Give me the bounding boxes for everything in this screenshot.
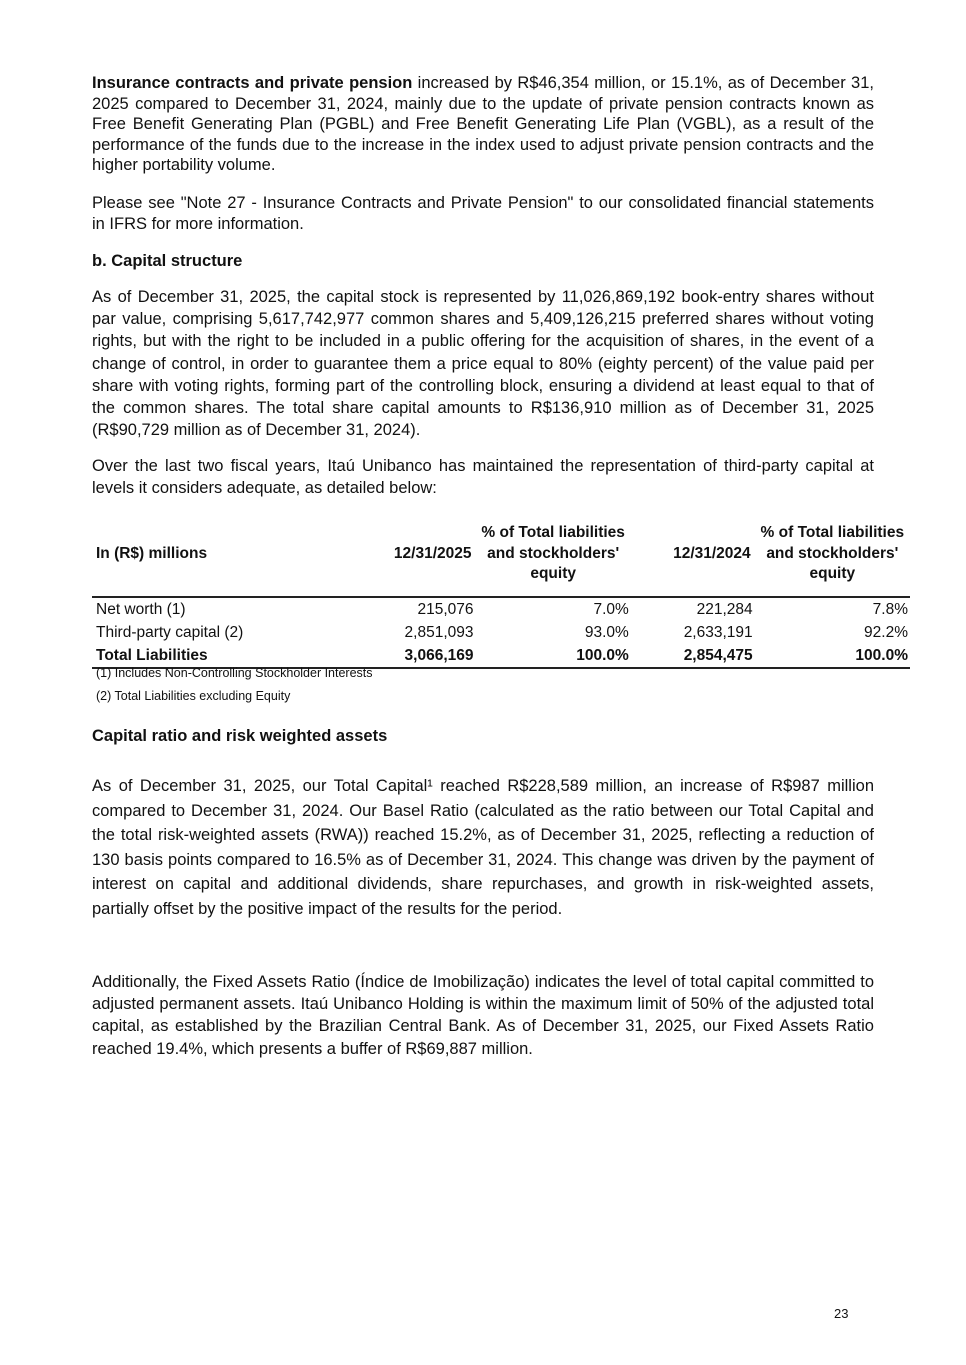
table-total-row: [92, 644, 910, 668]
pct-2025: 100.0%: [476, 644, 631, 668]
header-2025: 12/31/2025: [393, 544, 472, 562]
pct-2024: 7.8%: [872, 600, 908, 618]
header-pct-2024: % of Total liabilities and stockholders' equity: [760, 524, 905, 583]
header-label: In (R$) millions: [96, 544, 208, 562]
third-party-capital-paragraph: Over the last two fiscal years, Itaú Unibanco has maintained the representation of third-party capital at levels it considers adequate, as detailed below:: [92, 457, 874, 498]
pct-2024: 92.2%: [864, 623, 908, 641]
table-header-row: [92, 512, 910, 597]
value-2024: 2,854,475: [631, 644, 755, 668]
value-2025: 215,076: [417, 600, 474, 618]
row-label: Net worth (1): [96, 600, 186, 618]
value-2025: 2,851,093: [404, 623, 474, 641]
capital-structure-table: [92, 512, 910, 669]
table-row: [92, 597, 910, 621]
table-row: [92, 621, 910, 644]
basel-ratio-paragraph: As of December 31, 2025, our Total Capital¹ reached R$228,589 million, an increase of R$987 million compared to December 31, 2024. Our Basel Ratio (calculated as the ratio between our Total Capital and the total risk-weighted assets (RWA)) reached 15.2%, as of December 31, 2025, reflecting a reduction of 130 basis points compared to 16.5% as of December 31, 2024. This change was driven by the payment of interest on capital and additional dividends, share repurchases, and growth in risk-weighted assets, partially offset by the positive impact of the results for the period.: [92, 777, 874, 918]
value-2024: 221,284: [696, 600, 753, 618]
row-label: Total Liabilities: [92, 644, 340, 668]
header-2024: 12/31/2024: [673, 544, 751, 562]
insurance-bold-lead: Insurance contracts and private pension: [92, 74, 413, 92]
capital-structure-heading: b. Capital structure: [92, 252, 243, 270]
insurance-text: increased by R$46,354 million, or 15.1%, as of December 31, 2025 compared to December 31, 2024, mainly due to the update of private pension contracts known as Free Benefit Generating Plan (PGBL) and Free Benefit Generating Life Plan (VGBL), as a result of the performance of the funds due to the increase in the index used to adjust private pension contracts and the higher portability volume.: [92, 74, 874, 174]
value-2024: 2,633,191: [683, 623, 753, 641]
table-footnote-2: (2) Total Liabilities excluding Equity: [96, 689, 291, 703]
insurance-paragraph: [92, 73, 874, 176]
page-number: 23: [834, 1306, 849, 1321]
capital-ratio-heading: Capital ratio and risk weighted assets: [92, 727, 388, 745]
note-reference-paragraph: Please see "Note 27 - Insurance Contracts and Private Pension" to our consolidated financial statements in IFRS for more information.: [92, 194, 874, 233]
pct-2025: 7.0%: [593, 600, 629, 618]
pct-2024: 100.0%: [755, 644, 910, 668]
row-label: Third-party capital (2): [96, 623, 244, 641]
header-pct-2025: % of Total liabilities and stockholders' equity: [481, 524, 625, 583]
value-2025: 3,066,169: [340, 644, 475, 668]
capital-stock-paragraph: As of December 31, 2025, the capital stock is represented by 11,026,869,192 book-entry shares without par value, comprising 5,617,742,977 common shares and 5,409,126,215 preferred shares without voting rights, but with the right to be included in a public offering for the acquisition of shares, in the event of a change of control, in order to guarantee them a price equal to 80% (eighty percent) of the value paid per share with voting rights, forming part of the controlling block, ensuring a dividend at least equal to that of the common shares. The total share capital amounts to R$136,910 million as of December 31, 2025 (R$90,729 million as of December 31, 2024).: [92, 288, 874, 440]
pct-2025: 93.0%: [584, 623, 629, 641]
table-footnote-1: (1) Includes Non-Controlling Stockholder Interests: [96, 666, 373, 680]
fixed-assets-paragraph: Additionally, the Fixed Assets Ratio (Índice de Imobilização) indicates the level of total capital committed to adjusted permanent assets. Itaú Unibanco Holding is within the maximum limit of 50% of the adjusted total capital, as established by the Brazilian Central Bank. As of December 31, 2025, our Fixed Assets Ratio reached 19.4%, which presents a buffer of R$69,887 million.: [92, 973, 874, 1058]
